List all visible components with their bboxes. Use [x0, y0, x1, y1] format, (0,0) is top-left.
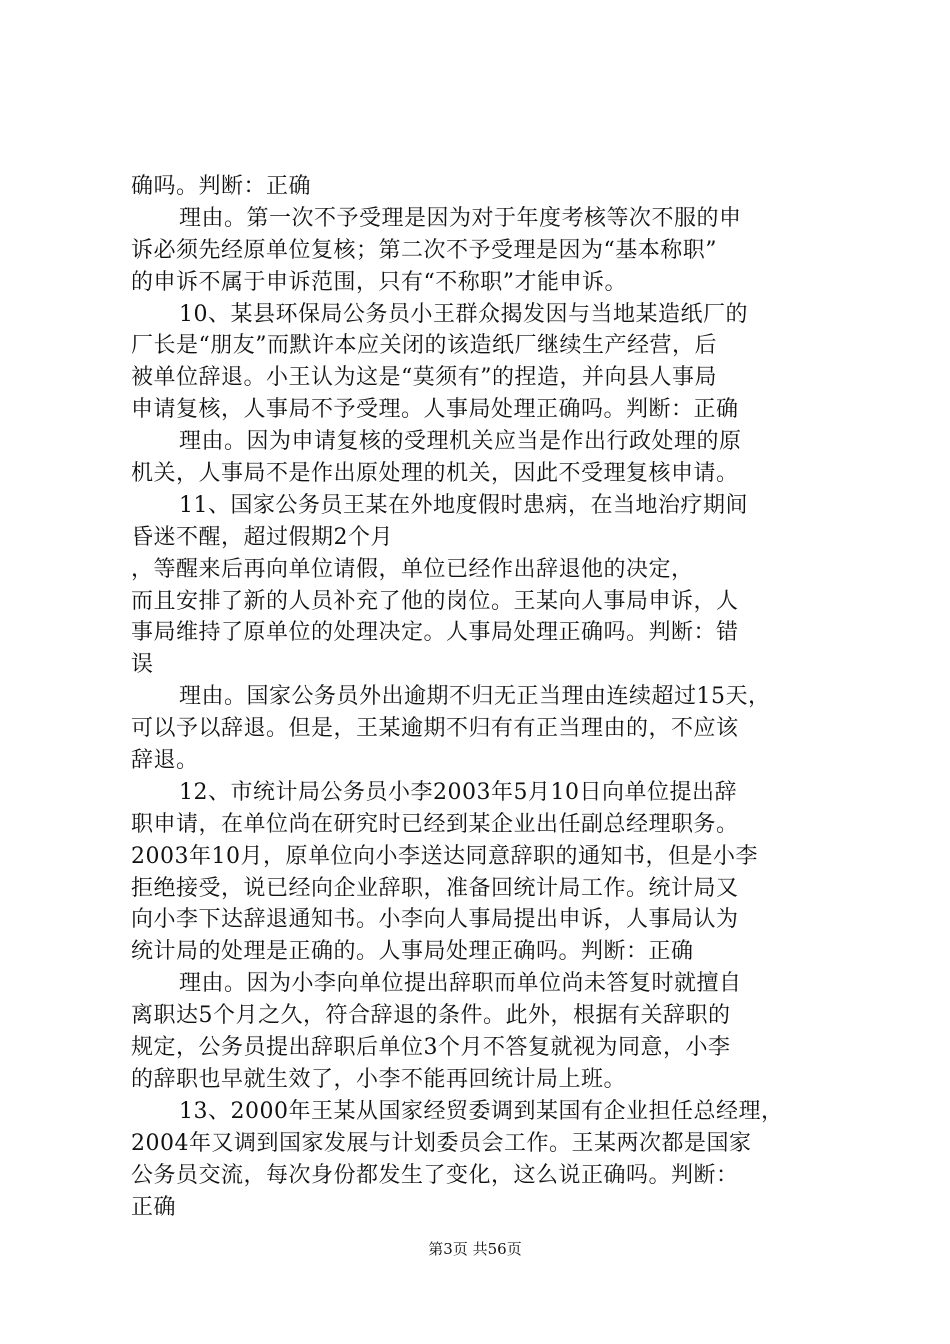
text-line: 确吗。判断：正确 [131, 174, 312, 199]
text-line: 2003年10月，原单位向小李送达同意辞职的通知书，但是小李 [131, 843, 758, 869]
text-line: 公务员交流，每次身份都发生了变化，这么说正确吗。判断： [131, 1162, 739, 1188]
text-line: 理由。第一次不予受理是因为对于年度考核等次不服的申 [179, 205, 742, 231]
text-line: 11、国家公务员王某在外地度假时患病，在当地治疗期间 [179, 492, 748, 518]
text-line: 的辞职也早就生效了，小李不能再回统计局上班。 [131, 1066, 627, 1092]
text-line: 辞退。 [131, 748, 199, 774]
text-line: 厂长是“朋友”而默许本应关闭的该造纸厂继续生产经营，后 [131, 333, 717, 359]
text-line: 正确 [131, 1194, 177, 1220]
text-line: 统计局的处理是正确的。人事局处理正确吗。判断：正确 [131, 939, 694, 965]
page-footer [0, 1238, 950, 1259]
text-line: 离职达5个月之久，符合辞退的条件。此外，根据有关辞职的 [131, 1003, 731, 1029]
page-number-label: 第3页 共56页 [428, 1240, 522, 1258]
text-line: 机关，人事局不是作出原处理的机关，因此不受理复核申请。 [131, 461, 739, 487]
text-line: ，等醒来后再向单位请假，单位已经作出辞退他的决定， [131, 556, 694, 582]
document-body [131, 171, 831, 1223]
text-line: 理由。因为申请复核的受理机关应当是作出行政处理的原 [179, 429, 742, 455]
text-line: 13、2000年王某从国家经贸委调到某国有企业担任总经理， [179, 1098, 784, 1124]
text-line: 事局维持了原单位的处理决定。人事局处理正确吗。判断：错 [131, 620, 739, 646]
text-line: 而且安排了新的人员补充了他的岗位。王某向人事局申诉，人 [131, 588, 739, 614]
text-line: 2004年又调到国家发展与计划委员会工作。王某两次都是国家 [131, 1130, 752, 1156]
text-line: 可以予以辞退。但是，王某逾期不归有有正当理由的，不应该 [131, 716, 739, 742]
text-line: 昏迷不醒，超过假期2个月 [131, 524, 393, 550]
text-line: 申请复核，人事局不予受理。人事局处理正确吗。判断：正确 [131, 397, 739, 423]
text-line: 诉必须先经原单位复核；第二次不予受理是因为“基本称职” [131, 237, 717, 263]
text-line: 向小李下达辞退通知书。小李向人事局提出申诉，人事局认为 [131, 907, 739, 933]
text-line: 职申请，在单位尚在研究时已经到某企业出任副总经理职务。 [131, 811, 739, 837]
text-line: 被单位辞退。小王认为这是“莫须有”的捏造，并向县人事局 [131, 365, 717, 391]
text-line: 12、市统计局公务员小李2003年5月10日向单位提出辞 [179, 779, 737, 805]
text-line: 拒绝接受，说已经向企业辞职，准备回统计局工作。统计局又 [131, 875, 739, 901]
text-line: 规定，公务员提出辞职后单位3个月不答复就视为同意，小李 [131, 1035, 731, 1061]
text-line: 的申诉不属于申诉范围，只有“不称职”才能申诉。 [131, 269, 627, 295]
text-line: 理由。国家公务员外出逾期不归无正当理由连续超过15天， [179, 684, 771, 710]
text-line: 误 [131, 652, 154, 678]
text-line: 理由。因为小李向单位提出辞职而单位尚未答复时就擅自 [179, 971, 742, 997]
text-line: 10、某县环保局公务员小王群众揭发因与当地某造纸厂的 [179, 301, 748, 327]
